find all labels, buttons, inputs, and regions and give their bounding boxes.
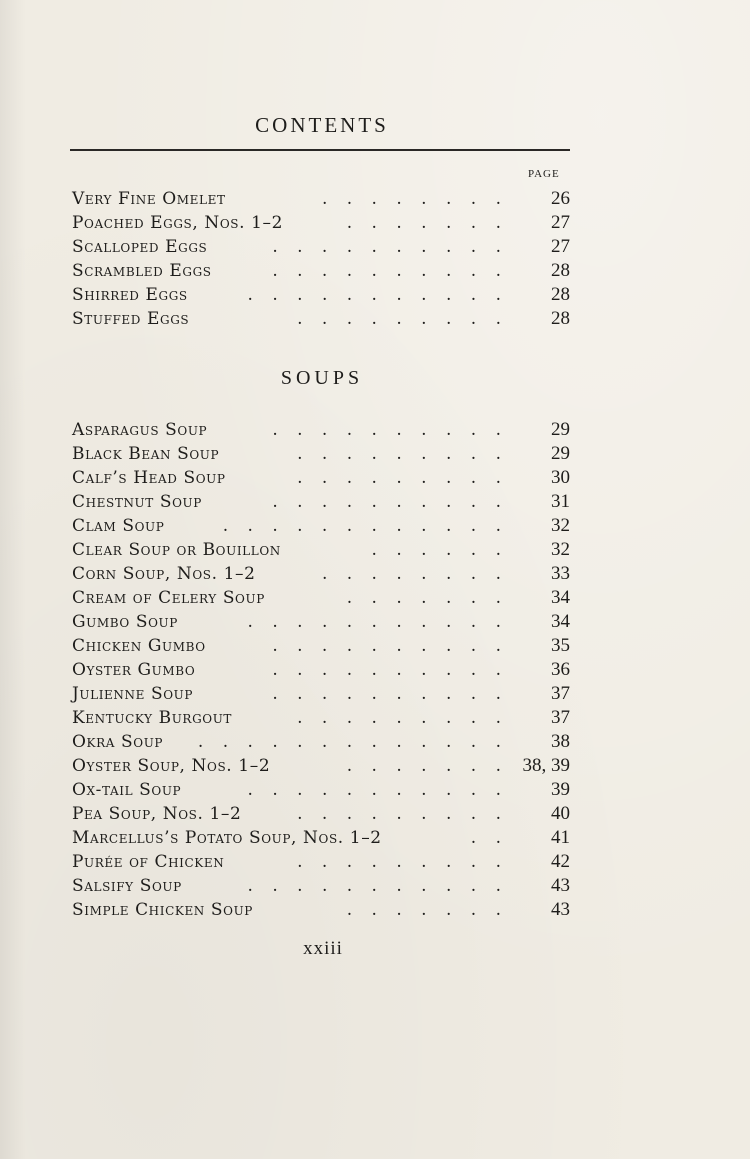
toc-entry-leader-dots: . . . . . . . . <box>321 189 508 209</box>
toc-entry <box>72 187 572 211</box>
toc-entry <box>72 418 572 442</box>
toc-entry-title: Calf’s Head Soup <box>72 468 226 488</box>
toc-entry-leader-dots: . . . . . . . . . . <box>272 660 508 680</box>
toc-entry-title: Julienne Soup <box>72 684 194 704</box>
toc-entry-title: Kentucky Burgout <box>72 708 233 728</box>
toc-entry <box>72 610 572 634</box>
toc-entry-page-number: 43 <box>551 875 570 896</box>
toc-entry-page-number: 26 <box>551 188 570 209</box>
toc-entry <box>72 850 572 874</box>
page-number: xxiii <box>303 938 343 959</box>
toc-entry <box>72 754 572 778</box>
toc-entry-leader-dots: . . . . . . . . . <box>297 708 508 728</box>
toc-entry-page-number: 30 <box>551 467 570 488</box>
toc-entry <box>72 283 572 307</box>
toc-entry-page-number: 27 <box>551 236 570 257</box>
toc-entry-page-number: 43 <box>551 899 570 920</box>
toc-entry-title: Black Bean Soup <box>72 444 220 464</box>
toc-entry-title: Oyster Gumbo <box>72 660 196 680</box>
toc-entry-page-number: 40 <box>551 803 570 824</box>
toc-entry-title: Oyster Soup, Nos. 1–2 <box>72 756 271 776</box>
toc-entry-leader-dots: . . . . . . . . . <box>297 309 508 329</box>
toc-entry-page-number: 34 <box>551 611 570 632</box>
toc-entry-page-number: 42 <box>551 851 570 872</box>
toc-entry <box>72 826 572 850</box>
toc-entry-page-number: 36 <box>551 659 570 680</box>
toc-entry-title: Clam Soup <box>72 516 165 536</box>
toc-entry <box>72 706 572 730</box>
toc-entry-title: Cream of Celery Soup <box>72 588 265 608</box>
page-column-label: PAGE <box>528 168 560 180</box>
toc-entry-title: Purée of Chicken <box>72 852 225 872</box>
toc-entry-leader-dots: . . . . . . <box>371 540 508 560</box>
toc-entry-page-number: 34 <box>551 587 570 608</box>
toc-entry-leader-dots: . . . . . . . . . . . <box>247 780 508 800</box>
toc-entry-leader-dots: . . . . . . . . . . <box>272 420 508 440</box>
toc-entry <box>72 682 572 706</box>
toc-entry-page-number: 37 <box>551 707 570 728</box>
toc-entry <box>72 442 572 466</box>
toc-entry-title: Okra Soup <box>72 732 164 752</box>
toc-entry-page-number: 41 <box>551 827 570 848</box>
toc-entry-title: Pea Soup, Nos. 1–2 <box>72 804 242 824</box>
toc-entry-leader-dots: . . . . . . . . . . <box>272 492 508 512</box>
toc-entry-leader-dots: . . . . . . . . <box>321 564 508 584</box>
toc-entry-leader-dots: . . . . . . . . . . . . <box>222 516 508 536</box>
spine-shadow <box>0 0 26 1159</box>
toc-entry-title: Marcellus’s Potato Soup, Nos. 1–2 <box>72 828 382 848</box>
toc-entry-page-number: 31 <box>551 491 570 512</box>
toc-entry <box>72 466 572 490</box>
toc-entry <box>72 259 572 283</box>
toc-entry-title: Gumbo Soup <box>72 612 178 632</box>
toc-entry-title: Chicken Gumbo <box>72 636 206 656</box>
toc-entry-page-number: 35 <box>551 635 570 656</box>
toc-entry-title: Scalloped Eggs <box>72 237 208 257</box>
toc-entry-leader-dots: . . . . . . . <box>346 900 508 920</box>
toc-entry-leader-dots: . . . . . . . . . . . <box>247 285 508 305</box>
toc-entry-page-number: 32 <box>551 539 570 560</box>
toc-entry <box>72 490 572 514</box>
toc-entry-title: Shirred Eggs <box>72 285 188 305</box>
toc-entry-leader-dots: . . . . . . . . . <box>297 468 508 488</box>
toc-entry-page-number: 29 <box>551 443 570 464</box>
toc-entry-page-number: 29 <box>551 419 570 440</box>
toc-entry-title: Salsify Soup <box>72 876 182 896</box>
toc-entry <box>72 307 572 331</box>
toc-entry-leader-dots: . . . . . . . . . . <box>272 261 508 281</box>
toc-entry-leader-dots: . . . . . . . . . . <box>272 237 508 257</box>
toc-entry-page-number: 28 <box>551 284 570 305</box>
eggs-entry-list <box>72 187 572 331</box>
toc-entry-leader-dots: . . . . . . . . . . . <box>247 612 508 632</box>
page-title: CONTENTS <box>255 113 389 137</box>
toc-entry <box>72 730 572 754</box>
soups-entry-list <box>72 418 572 922</box>
toc-entry-title: Very Fine Omelet <box>72 189 226 209</box>
toc-entry <box>72 514 572 538</box>
toc-entry <box>72 562 572 586</box>
section-title-soups: SOUPS <box>280 367 364 389</box>
toc-entry <box>72 802 572 826</box>
toc-entry-page-number: 32 <box>551 515 570 536</box>
toc-entry-leader-dots: . . . . . . . <box>346 213 508 233</box>
toc-entry-title: Chestnut Soup <box>72 492 202 512</box>
toc-entry-leader-dots: . . . . . . . . . <box>297 444 508 464</box>
toc-entry-page-number: 38 <box>551 731 570 752</box>
toc-entry <box>72 658 572 682</box>
toc-entry-page-number: 33 <box>551 563 570 584</box>
toc-entry-page-number: 37 <box>551 683 570 704</box>
toc-entry-title: Ox-tail Soup <box>72 780 182 800</box>
toc-entry-leader-dots: . . . . . . . . . . <box>272 636 508 656</box>
toc-entry-title: Simple Chicken Soup <box>72 900 253 920</box>
toc-entry-leader-dots: . . . . . . . <box>346 588 508 608</box>
toc-entry-page-number: 38, 39 <box>522 755 570 776</box>
toc-entry <box>72 586 572 610</box>
toc-entry-leader-dots: . . . . . . . . . <box>297 852 508 872</box>
toc-entry-title: Poached Eggs, Nos. 1–2 <box>72 213 284 233</box>
toc-entry-leader-dots: . . . . . . . . . . . . . <box>197 732 508 752</box>
toc-entry-leader-dots: . . . . . . . . . . <box>272 684 508 704</box>
toc-entry-page-number: 27 <box>551 212 570 233</box>
toc-entry <box>72 538 572 562</box>
toc-entry-title: Clear Soup or Bouillon <box>72 540 281 560</box>
toc-entry-leader-dots: . . <box>470 828 508 848</box>
toc-entry-title: Stuffed Eggs <box>72 309 190 329</box>
toc-entry-page-number: 28 <box>551 260 570 281</box>
toc-entry <box>72 778 572 802</box>
toc-entry <box>72 898 572 922</box>
toc-entry-leader-dots: . . . . . . . . . <box>297 804 508 824</box>
toc-entry-title: Asparagus Soup <box>72 420 208 440</box>
toc-entry-title: Scrambled Eggs <box>72 261 212 281</box>
toc-entry <box>72 634 572 658</box>
toc-entry <box>72 211 572 235</box>
toc-entry <box>72 874 572 898</box>
toc-entry-title: Corn Soup, Nos. 1–2 <box>72 564 256 584</box>
toc-entry-page-number: 28 <box>551 308 570 329</box>
toc-entry-page-number: 39 <box>551 779 570 800</box>
toc-entry-leader-dots: . . . . . . . <box>346 756 508 776</box>
toc-entry <box>72 235 572 259</box>
toc-entry-leader-dots: . . . . . . . . . . . <box>247 876 508 896</box>
header-rule <box>70 149 570 151</box>
